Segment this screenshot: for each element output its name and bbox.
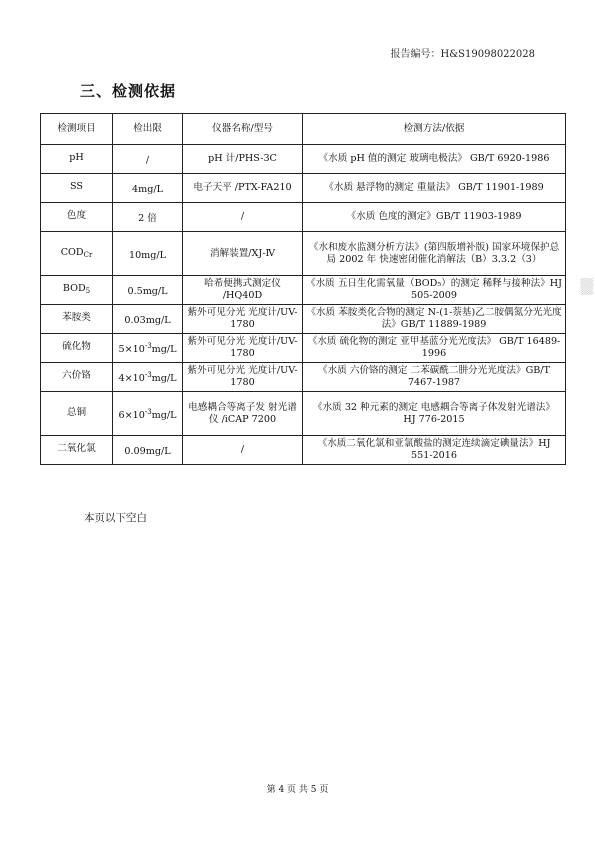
method-cell: 《水质二氧化氯和亚氯酸盐的测定连续滴定碘量法》HJ 551-2016 (303, 436, 566, 465)
table-row (41, 363, 566, 392)
header-item: 检测项目 (41, 114, 113, 145)
item-cell: $COD_{Cr}$ (41, 232, 113, 276)
report-number: 报告编号：H&S19098022028 (390, 49, 535, 60)
table-row (41, 436, 566, 465)
limit-cell: 0.5mg/L (113, 276, 183, 305)
table-row (41, 145, 566, 174)
header-method: 检测方法/依据 (303, 114, 566, 145)
limit-cell: 0.03mg/L (113, 305, 183, 334)
instrument-cell: 紫外可见分光 光度计/UV-1780 (183, 363, 303, 392)
item-cell: 总铜 (41, 392, 113, 436)
testing-basis-table (40, 113, 566, 465)
page-footer: 第 4 页 共 5 页 (266, 785, 329, 795)
method-cell: 《水质 硫化物的测定 亚甲基蓝分光光度法》 GB/T 16489-1996 (303, 334, 566, 363)
item-cell: 色度 (41, 203, 113, 232)
limit-cell: 0.09mg/L (113, 436, 183, 465)
table-row (41, 203, 566, 232)
table-header-row (41, 114, 566, 145)
blank-below-note: 本页以下空白 (84, 512, 147, 524)
method-cell: 《水质 pH 值的测定 玻璃电极法》 GB/T 6920-1986 (303, 145, 566, 174)
item-cell: 苯胺类 (41, 305, 113, 334)
header-limit: 检出限 (113, 114, 183, 145)
table-row (41, 174, 566, 203)
limit-cell: $6\times 10^{-3}mg/L$ (113, 392, 183, 436)
limit-cell: 10mg/L (113, 232, 183, 276)
item-cell: $BOD_5$ (41, 276, 113, 305)
header-instrument: 仪器名称/型号 (183, 114, 303, 145)
seal-stamp-fragment: ▒▒ (580, 278, 593, 295)
instrument-cell: / (183, 203, 303, 232)
instrument-cell: 紫外可见分光 光度计/UV-1780 (183, 305, 303, 334)
instrument-cell: 消解装置/XJ-Ⅳ (183, 232, 303, 276)
instrument-cell: 电感耦合等离子发 射光谱仪 /iCAP 7200 (183, 392, 303, 436)
limit-cell: $4\times 10^{-3}mg/L$ (113, 363, 183, 392)
item-cell: SS (41, 174, 113, 203)
limit-cell: 2 倍 (113, 203, 183, 232)
instrument-cell: 哈希便携式测定仪 /HQ40D (183, 276, 303, 305)
method-cell: 《水质 32 种元素的测定 电感耦合等离子体发射光谱法》 HJ 776-2015 (303, 392, 566, 436)
section-title: 三、检测依据 (80, 82, 177, 100)
item-cell: 二氧化氯 (41, 436, 113, 465)
instrument-cell: pH 计/PHS-3C (183, 145, 303, 174)
method-cell: 《水质 五日生化需氧量（BOD₅）的测定 稀释与接种法》HJ 505-2009 (303, 276, 566, 305)
instrument-cell: 电子天平 /PTX-FA210 (183, 174, 303, 203)
limit-cell: 4mg/L (113, 174, 183, 203)
method-cell: 《水质 悬浮物的测定 重量法》 GB/T 11901-1989 (303, 174, 566, 203)
limit-cell: $5\times 10^{-3}mg/L$ (113, 334, 183, 363)
method-cell: 《水和废水监测分析方法》(第四版增补版) 国家环境保护总局 2002 年 快速密闭催化消解法（B）3.3.2（3） (303, 232, 566, 276)
table-row (41, 276, 566, 305)
limit-cell: / (113, 145, 183, 174)
item-cell: pH (41, 145, 113, 174)
instrument-cell: 紫外可见分光 光度计/UV-1780 (183, 334, 303, 363)
method-cell: 《水质 苯胺类化合物的测定 N-(1-萘基)乙二胺偶氮分光光度法》GB/T 11889-1989 (303, 305, 566, 334)
instrument-cell: / (183, 436, 303, 465)
item-cell: 六价铬 (41, 363, 113, 392)
table-row (41, 334, 566, 363)
method-cell: 《水质 色度的测定》GB/T 11903-1989 (303, 203, 566, 232)
table-row (41, 232, 566, 276)
table-row (41, 392, 566, 436)
method-cell: 《水质 六价铬的测定 二苯碳酰二肼分光光度法》GB/T 7467-1987 (303, 363, 566, 392)
item-cell: 硫化物 (41, 334, 113, 363)
table-row (41, 305, 566, 334)
